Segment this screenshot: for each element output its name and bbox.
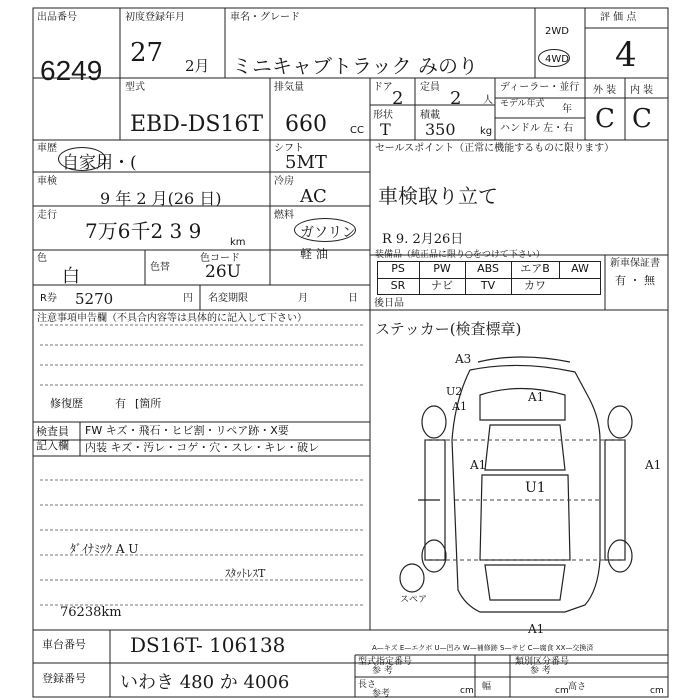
equip-pw: PW [433,262,451,275]
cc-unit: CC [350,125,364,136]
reg-no-label: 登録番号 [42,672,86,685]
sales-point-label: セールスポイント（正常に機能するものに限ります） [375,143,615,154]
interior-label: 内 装 [630,85,654,96]
fuel-value: ガソリン [300,225,356,241]
equip-navi: ナビ [431,279,453,292]
equip-tv: TV [480,279,496,292]
yen-unit: 円 [183,293,193,304]
fuel-diesel: 軽 油 [300,247,328,261]
lot-number-value: 6249 [40,55,103,86]
model-code: EBD-DS16T [130,112,264,137]
height-label: 高さ [568,682,587,692]
equip-leather: カワ [524,279,546,292]
damage-a1-left: A1 [452,400,467,413]
spare-label: スペア [400,595,428,605]
accessories-label: 後日品 [374,298,404,309]
km-unit: km [230,237,246,248]
notes-line-3: 76238km [60,605,122,620]
history-label: 車歴 [37,143,57,154]
person-unit: 人 [483,95,493,106]
new-warranty-options: 有 ・ 無 [615,274,655,287]
repair-yes: 有 [115,397,126,410]
equip-airbag: エアB [520,262,550,275]
shape-value: T [380,120,391,139]
load-label: 積載 [420,110,440,121]
damage-a1-top: A1 [528,390,545,404]
car-name-value: ミニキャブトラック みのり [232,54,478,78]
aircon-value: AC [300,186,327,207]
reg-no-value: いわき 480 か 4006 [120,672,290,693]
first-registration-month: 2月 [185,57,210,75]
damage-a1-mid: A1 [470,458,487,472]
shift-value: 5MT [285,152,327,173]
dealer-label: ディーラー・並行 [500,82,580,93]
type-designation-ref: 参 考 [372,666,393,676]
capacity-value: 2 [450,88,462,109]
rating-label: 評 価 点 [600,12,637,23]
notes-label: 注意事項申告欄（不具合内容等は具体的に記入して下さい） [37,313,307,324]
interior-row: 内装 キズ・汚レ・コゲ・穴・スレ・キレ・破レ [85,441,320,454]
fuel-label: 燃料 [274,210,294,221]
capacity-label: 定員 [420,82,440,93]
recycle-label: R券 [40,293,57,304]
new-warranty-label: 新車保証書 [610,258,660,269]
color-change-label: 色替 [150,262,170,273]
sales-point-note: 車検取り立て [378,184,498,208]
recycle-amount: 5270 [75,290,114,308]
doors-value: 2 [392,88,404,109]
displacement-label: 排気量 [274,82,304,93]
length-unit: cm [460,686,474,696]
deadline-month: 月 [298,293,308,304]
exterior-label: 外 装 [593,85,617,96]
interior-grade: C [632,104,652,134]
inspector-entry-label: 検査員記入欄 [36,425,69,452]
fw-row: FW キズ・飛石・ヒビ割・リペア跡・X要 [85,424,289,437]
damage-a1-bottom: A1 [528,622,545,636]
inspection-date: 9 年 2 月(26 日) [100,189,222,208]
history-value: 自家用・( [62,153,137,173]
color-value: 白 [62,266,80,287]
sales-point-date: R 9. 2月26日 [382,232,464,247]
notes-line-1: ﾀﾞｲﾅﾐﾂｸ A U [70,542,139,556]
displacement-value: 660 [285,112,327,137]
aircon-label: 冷房 [274,176,294,187]
equip-sr: SR [390,279,406,292]
shift-label: シフト [274,143,304,154]
first-registration-label: 初度登録年月 [125,12,185,23]
length-ref: 参考 [372,689,391,699]
mileage-label: 走行 [37,210,57,221]
color-code-label: 色コード [200,253,240,264]
doors-label: ドア [373,82,393,93]
shape-label: 形状 [373,110,393,121]
color-code-value: 26U [205,262,241,282]
notes-line-2: ｽﾀｯﾄﾚｽT [225,567,266,580]
mileage-value: 7万6千2 3 9 [85,219,202,243]
damage-a1-right: A1 [645,458,662,472]
damage-u2: U2 [446,385,463,398]
damage-legend: A—キズ E—エクボ U—凹み W—補修跡 S—サビ C—腐食 XX—交換済 [372,644,594,652]
drive-4wd: 4WD [545,54,569,65]
width-unit: cm [555,686,569,696]
model-label: 型式 [125,82,145,93]
height-unit: cm [650,686,664,696]
accessories-note: ステッカー(検査標章) [375,320,522,338]
equip-abs: ABS [477,262,499,275]
first-registration-year: 27 [130,38,164,68]
chassis-no-value: DS16T- 106138 [130,633,286,657]
equipment-label: 装備品（純正品に限り○をつけて下さい） [375,250,545,260]
deadline-day: 日 [348,293,358,304]
drive-2wd: 2WD [545,26,569,37]
year-unit: 年 [562,104,572,115]
damage-a3: A3 [455,352,472,366]
kg-unit: kg [480,126,493,137]
lot-number-label: 出品番号 [37,12,77,23]
class-no-ref: 参 考 [530,666,551,676]
exterior-grade: C [595,104,615,134]
inspection-label: 車検 [37,176,57,187]
width-label: 幅 [482,682,492,692]
color-label: 色 [37,253,47,264]
name-deadline-label: 名変期限 [208,293,248,304]
chassis-no-label: 車台番号 [42,638,86,651]
damage-u1: U1 [525,480,546,496]
length-label: 長さ [358,680,377,690]
equip-ps: PS [391,262,405,275]
repair-label: 修復歴 [50,397,83,410]
repair-place: [箇所 [135,397,162,410]
rating-score: 4 [615,35,637,75]
handle-label: ハンドル 左・右 [500,123,574,134]
type-designation-label: 型式指定番号 [358,657,413,667]
load-value: 350 [425,120,456,139]
equip-aw: AW [571,262,589,275]
model-year-label: モデル年式 [500,99,545,109]
car-name-label: 車名・グレード [230,12,300,23]
class-no-label: 類別区分番号 [515,657,570,667]
